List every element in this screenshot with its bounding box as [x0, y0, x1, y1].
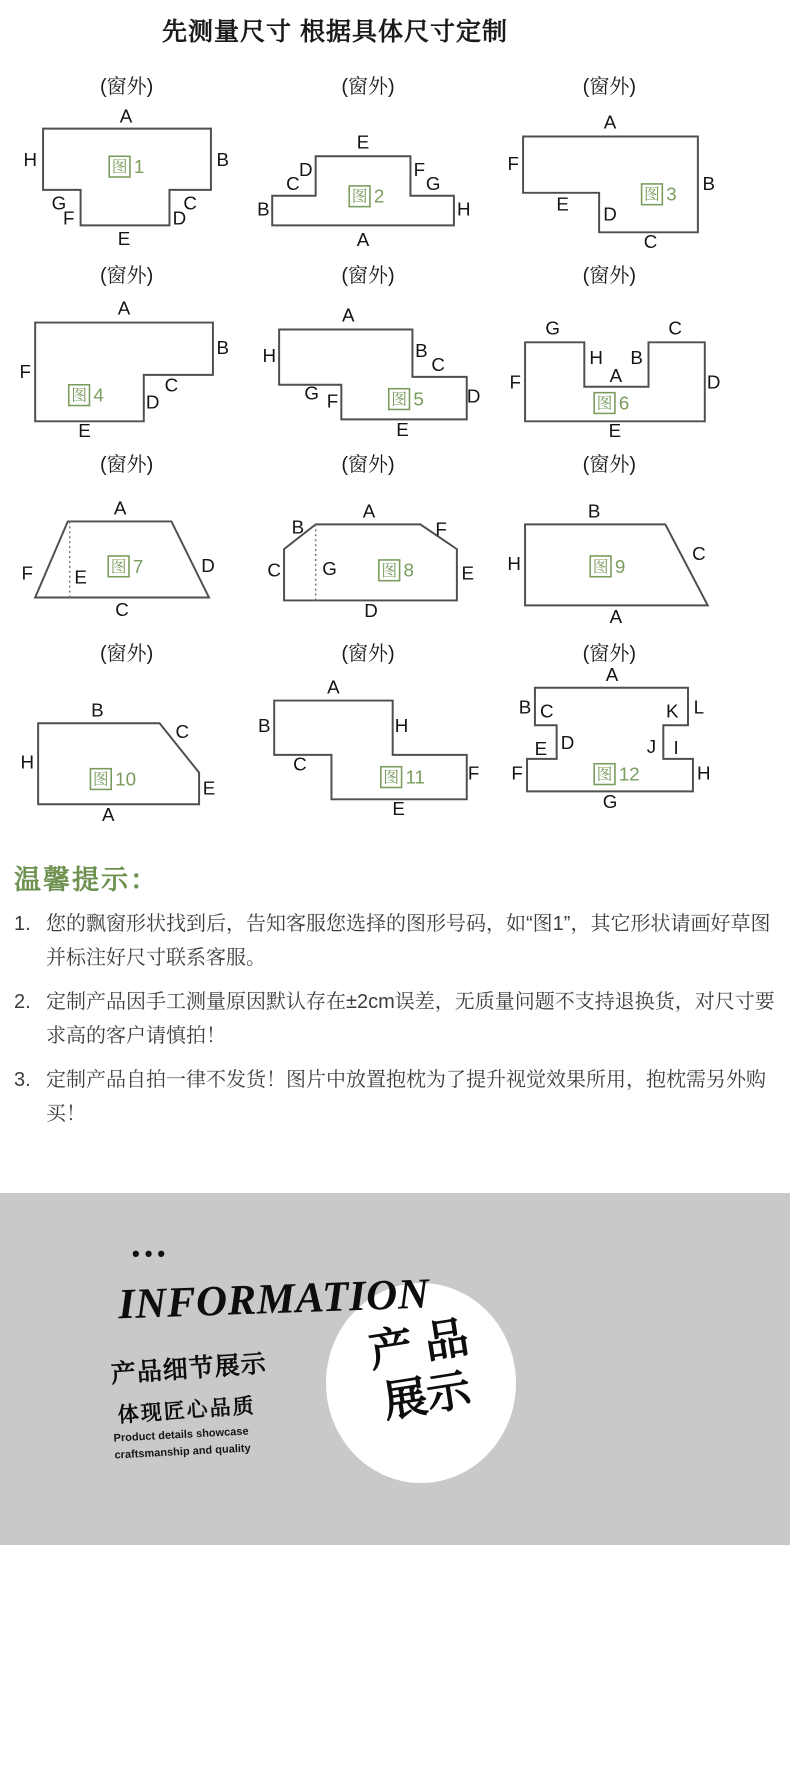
page-title: 先测量尺寸 根据具体尺寸定制 [162, 18, 508, 46]
figure-char: 图 [391, 391, 407, 409]
shape-outline-fig4 [35, 323, 213, 422]
figure-number: 9 [615, 555, 626, 577]
edge-label-D-fig2: D [298, 159, 313, 181]
window-side-label: (窗外) [341, 76, 395, 98]
tip-item [14, 907, 776, 975]
shape-figure-7 [8, 477, 246, 635]
edge-label-C-fig11: C [293, 753, 307, 775]
edge-label-B-fig8: B [291, 516, 305, 538]
edge-label-B-fig5: B [415, 340, 428, 362]
diagram-cell-fig6 [489, 265, 730, 446]
edge-label-E-fig2: E [356, 131, 370, 153]
edge-label-E-fig5: E [396, 419, 409, 441]
edge-label-A-fig11: A [327, 676, 340, 698]
shape-figure-5 [249, 288, 487, 446]
figure-char: 图 [111, 159, 128, 177]
edge-label-I-fig12: I [673, 736, 680, 758]
edge-label-A-fig7: A [113, 497, 127, 519]
info-title: INFORMATION [117, 1270, 431, 1329]
edge-label-B-fig10: B [90, 699, 104, 721]
edge-label-B-fig6: B [630, 347, 644, 369]
shape-figure-2 [249, 99, 487, 257]
tip-text: 定制产品自拍一律不发货！图片中放置抱枕为了提升视觉效果所用，抱枕需另外购买！ [46, 1069, 766, 1125]
edge-label-H-fig12: H [697, 762, 711, 784]
tips-list [14, 907, 776, 1131]
figure-char: 图 [351, 188, 368, 206]
edge-label-A-fig10: A [101, 804, 115, 824]
edge-label-C-fig9: C [692, 542, 706, 564]
figure-number: 7 [132, 555, 144, 577]
edge-label-B-fig1: B [216, 149, 229, 171]
subtitle-line2: 体现匠心品质 [117, 1394, 257, 1428]
figure-char: 图 [644, 186, 661, 204]
window-side-label: (窗外) [582, 76, 636, 98]
edge-label-G-fig5: G [304, 382, 319, 404]
edge-label-A-fig1: A [119, 105, 132, 127]
edge-label-B-fig2: B [257, 198, 270, 220]
tip-number: 1. [14, 913, 31, 935]
edge-label-A-fig3: A [604, 111, 617, 133]
tip-number: 3. [14, 1069, 31, 1091]
edge-label-K-fig12: K [666, 700, 679, 722]
figure-number-label [591, 556, 626, 577]
caption-line2: craftsmanship and quality [114, 1441, 251, 1462]
diagram-cell-fig12 [489, 643, 730, 824]
shape-figure-9 [490, 477, 728, 635]
edge-label-C-fig7: C [114, 599, 129, 621]
tip-text: 定制产品因手工测量原因默认存在±2cm误差，无质量问题不支持退换货，对尺寸要求高的客户请慎拍！ [46, 991, 775, 1047]
edge-label-A-fig5: A [341, 304, 355, 326]
edge-label-B-fig11: B [258, 715, 271, 737]
edge-label-D-fig7: D [200, 554, 215, 576]
edge-label-D-fig12: D [561, 731, 575, 753]
edge-label-E-fig7: E [73, 566, 87, 588]
diagram-cell-fig2 [247, 76, 488, 257]
info-caption-en [113, 1423, 251, 1463]
edge-label-E-fig4: E [77, 420, 91, 442]
diagram-cell-fig3 [489, 76, 730, 257]
edge-label-H-fig2: H [456, 198, 471, 220]
edge-label-H-fig9: H [507, 552, 522, 574]
edge-label-E-fig11: E [392, 798, 405, 820]
figure-char: 图 [92, 771, 109, 789]
edge-label-F-fig2: F [413, 159, 426, 181]
figure-number: 10 [114, 768, 136, 790]
edge-label-F-fig6: F [509, 371, 522, 393]
edge-label-G-fig12: G [603, 791, 618, 813]
edge-label-A-fig4: A [117, 297, 130, 319]
shape-figure-11 [249, 666, 487, 824]
figure-number: 1 [133, 156, 145, 178]
edge-label-C-fig2: C [286, 172, 300, 194]
subtitle-line1: 产品细节展示 [109, 1349, 268, 1389]
window-side-label: (窗外) [100, 265, 154, 287]
diagram-cell-fig9 [489, 454, 730, 635]
badge-line1: 产 品 [365, 1312, 473, 1377]
figure-number: 12 [619, 763, 641, 785]
window-side-label: (窗外) [100, 454, 154, 476]
edge-label-D-fig5: D [466, 385, 481, 407]
window-side-label: (窗外) [341, 454, 395, 476]
diagram-cell-fig5 [247, 265, 488, 446]
edge-label-E-fig10: E [202, 777, 215, 799]
tips-section [14, 858, 776, 1131]
diagram-cell-fig4 [6, 265, 247, 446]
edge-label-C-fig6: C [668, 317, 683, 339]
edge-label-G-fig1: G [51, 192, 66, 214]
tip-text: 您的飘窗形状找到后，告知客服您选择的图形号码，如“图1”，其它形状请画好草图并标注好尺寸联系客服。 [46, 913, 771, 969]
edge-label-D-fig8: D [364, 600, 378, 622]
edge-label-E-fig1: E [117, 228, 130, 250]
dots-decoration: ••• [132, 1241, 171, 1266]
edge-label-G-fig2: G [425, 172, 441, 194]
figure-number-label [68, 385, 103, 406]
edge-label-E-fig6: E [608, 420, 622, 442]
shape-figure-8 [249, 477, 487, 635]
window-side-label: (窗外) [100, 643, 154, 665]
window-side-label: (窗外) [582, 643, 636, 665]
figure-number: 5 [413, 388, 424, 410]
window-side-label: (窗外) [582, 454, 636, 476]
shape-outline-fig11 [274, 701, 467, 800]
edge-label-D-fig4: D [145, 391, 160, 413]
edge-label-F-fig11: F [467, 762, 480, 784]
edge-label-F-fig5: F [326, 390, 339, 412]
edge-label-H-fig1: H [23, 149, 37, 171]
figure-char: 图 [383, 769, 400, 787]
edge-label-A-fig9: A [609, 606, 623, 628]
window-side-label: (窗外) [341, 265, 395, 287]
figure-number-label [642, 184, 677, 205]
figure-number-label [109, 156, 144, 177]
figure-number: 11 [405, 766, 425, 788]
diagram-cell-fig8 [247, 454, 488, 635]
edge-label-H-fig10: H [20, 751, 34, 773]
edge-label-H-fig6: H [589, 347, 604, 369]
tip-number: 2. [14, 991, 31, 1013]
edge-label-C-fig8: C [267, 559, 281, 581]
edge-label-B-fig9: B [588, 500, 601, 522]
edge-label-E-fig8: E [461, 562, 474, 584]
diagram-cell-fig7 [6, 454, 247, 635]
bottom-spacer [0, 1545, 790, 1777]
edge-label-D-fig3: D [603, 203, 618, 225]
edge-label-C-fig1: C [183, 192, 197, 214]
edge-label-H-fig5: H [262, 345, 277, 367]
caption-line1: Product details showcase [113, 1425, 249, 1445]
edge-label-C-fig10: C [175, 721, 189, 743]
diagram-cell-fig10 [6, 643, 247, 824]
edge-label-D-fig6: D [707, 371, 721, 393]
edge-label-C-fig5: C [431, 353, 445, 375]
figure-char: 图 [110, 558, 127, 576]
figure-number: 4 [93, 384, 104, 406]
edge-label-F-fig1: F [62, 207, 75, 229]
edge-label-J-fig12: J [647, 735, 657, 757]
edge-label-L-fig12: L [693, 696, 705, 718]
edge-label-F-fig8: F [435, 518, 447, 540]
tip-item [14, 985, 776, 1053]
figure-char: 图 [593, 558, 609, 576]
figure-char: 图 [596, 395, 613, 413]
edge-label-F-fig4: F [19, 360, 31, 382]
figure-number-label [379, 560, 414, 581]
badge-line2: 展示 [379, 1365, 475, 1428]
edge-label-D-fig1: D [172, 207, 186, 229]
diagram-grid [6, 76, 730, 824]
shape-outline-fig8 [284, 524, 457, 600]
window-side-label: (窗外) [582, 265, 636, 287]
figure-number: 3 [666, 183, 678, 205]
diagram-cell-fig11 [247, 643, 488, 824]
edge-label-A-fig2: A [356, 229, 370, 251]
figure-number-label [108, 556, 143, 577]
edge-label-F-fig12: F [511, 762, 524, 784]
shape-figure-12 [490, 666, 728, 824]
edge-label-G-fig6: G [545, 317, 561, 339]
edge-label-A-fig6: A [609, 364, 623, 386]
edge-label-H-fig11: H [394, 715, 409, 737]
window-side-label: (窗外) [341, 643, 395, 665]
figure-char: 图 [596, 766, 613, 784]
edge-label-F-fig7: F [21, 562, 33, 584]
edge-label-B-fig4: B [216, 337, 229, 359]
figure-number-label [595, 392, 630, 413]
figure-number: 2 [373, 185, 385, 207]
edge-label-G-fig8: G [322, 557, 337, 579]
edge-label-E-fig12: E [534, 737, 548, 759]
figure-number: 8 [403, 559, 414, 581]
edge-label-A-fig12: A [606, 666, 619, 685]
edge-label-F-fig3: F [507, 153, 520, 175]
figure-char: 图 [381, 562, 398, 580]
figure-number: 6 [619, 392, 630, 414]
info-subtitle [110, 1344, 271, 1430]
info-banner [0, 1193, 790, 1545]
shape-figure-1 [8, 99, 246, 257]
edge-label-B-fig12: B [519, 696, 532, 718]
diagram-cell-fig1 [6, 76, 247, 257]
edge-label-E-fig3: E [556, 193, 570, 215]
edge-label-A-fig8: A [362, 500, 376, 522]
shape-figure-4 [8, 288, 246, 446]
shape-figure-6 [490, 288, 728, 446]
edge-label-B-fig3: B [702, 172, 716, 194]
product-display-badge [345, 1309, 501, 1434]
figure-char: 图 [70, 387, 87, 405]
edge-label-C-fig3: C [644, 231, 658, 253]
figure-number-label [389, 389, 424, 410]
shape-figure-3 [490, 99, 728, 257]
figure-number-label [349, 186, 384, 207]
edge-label-C-fig12: C [540, 700, 554, 722]
tips-heading: 温馨提示： [14, 865, 159, 895]
window-side-label: (窗外) [100, 76, 154, 98]
shape-figure-10 [8, 666, 246, 824]
edge-label-C-fig4: C [164, 374, 178, 396]
tip-item [14, 1063, 776, 1131]
